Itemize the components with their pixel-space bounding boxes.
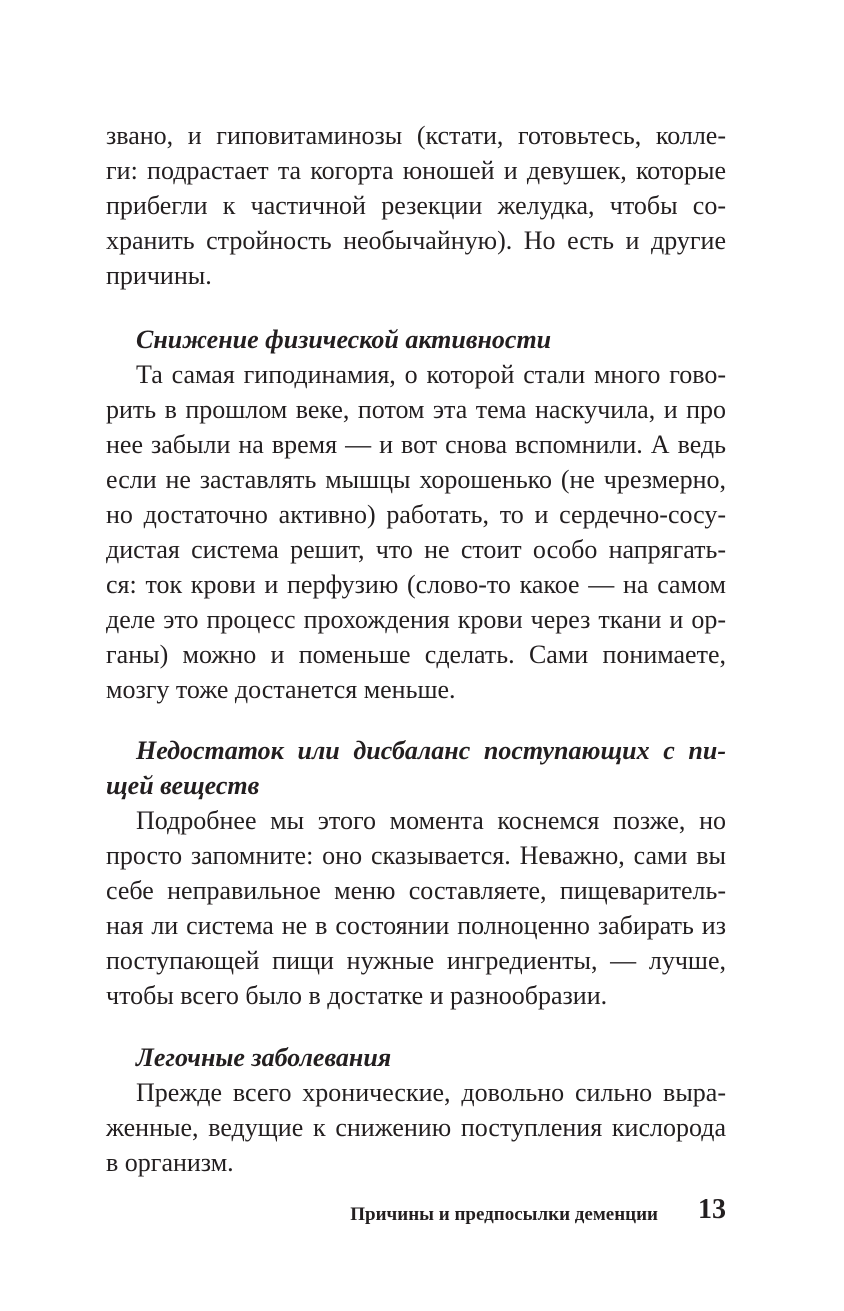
text-line: звано, и гиповитаминозы (кстати, готовьтесь, колле- [106,121,726,150]
text-line: прибегли к частичной резекции желудка, чтобы со- [106,191,726,220]
running-footer-title: Причины и предпосылки деменции [350,1204,658,1225]
page-footer [106,1194,726,1234]
text-line: себе неправильное меню составляете, пищеваритель- [106,876,726,905]
text-line: если не заставлять мышцы хорошенько (не чрезмерно, [106,465,726,494]
text-line: ги: подрастает та когорта юношей и девушек, которые [106,156,726,185]
text-line: деле это процесс прохождения крови через ткани и ор- [106,605,726,634]
text-line: Подробнее мы этого момента коснемся позже, но [136,806,726,835]
text-line: ся: ток крови и перфузию (слово-то какое — на самом [106,570,726,599]
text-line: Прежде всего хронические, довольно сильно выра- [136,1078,726,1107]
text-line: чтобы всего было в достатке и разнообразии. [106,981,608,1010]
page-number: 13 [698,1194,726,1225]
section-heading: Недостаток или дисбаланс поступающих с пи- [136,736,726,765]
text-line: ная ли система не в состоянии полноценно забирать из [106,911,726,940]
text-line: причины. [106,261,212,290]
text-line: мозгу тоже достанется меньше. [106,675,456,704]
text-line: ганы) можно и поменьше сделать. Сами понимаете, [106,640,726,669]
section-activity [106,322,726,707]
section-lungs [106,1040,726,1180]
text-line: нее забыли на время — и вот снова вспомнили. А ведь [106,430,726,459]
paragraph-intro [106,118,726,293]
text-line: поступающей пищи нужные ингредиенты, — лучше, [106,946,726,975]
section-nutrition [106,733,726,1013]
text-line: женные, ведущие к снижению поступления кислорода [106,1113,726,1142]
text-line: дистая система решит, что не стоит особо напрягать- [106,535,726,564]
section-heading: щей веществ [106,771,260,800]
text-line: в организм. [106,1148,234,1177]
section-heading: Снижение физической активности [136,325,552,354]
text-line: хранить стройность необычайную). Но есть и другие [106,226,726,255]
section-heading: Легочные заболевания [136,1043,392,1072]
text-line: Та самая гиподинамия, о которой стали много гово- [136,360,726,389]
text-line: рить в прошлом веке, потом эта тема наскучила, и про [106,395,726,424]
text-line: просто запомните: оно сказывается. Неважно, сами вы [106,841,726,870]
text-line: но достаточно активно) работать, то и сердечно-сосу- [106,500,726,529]
